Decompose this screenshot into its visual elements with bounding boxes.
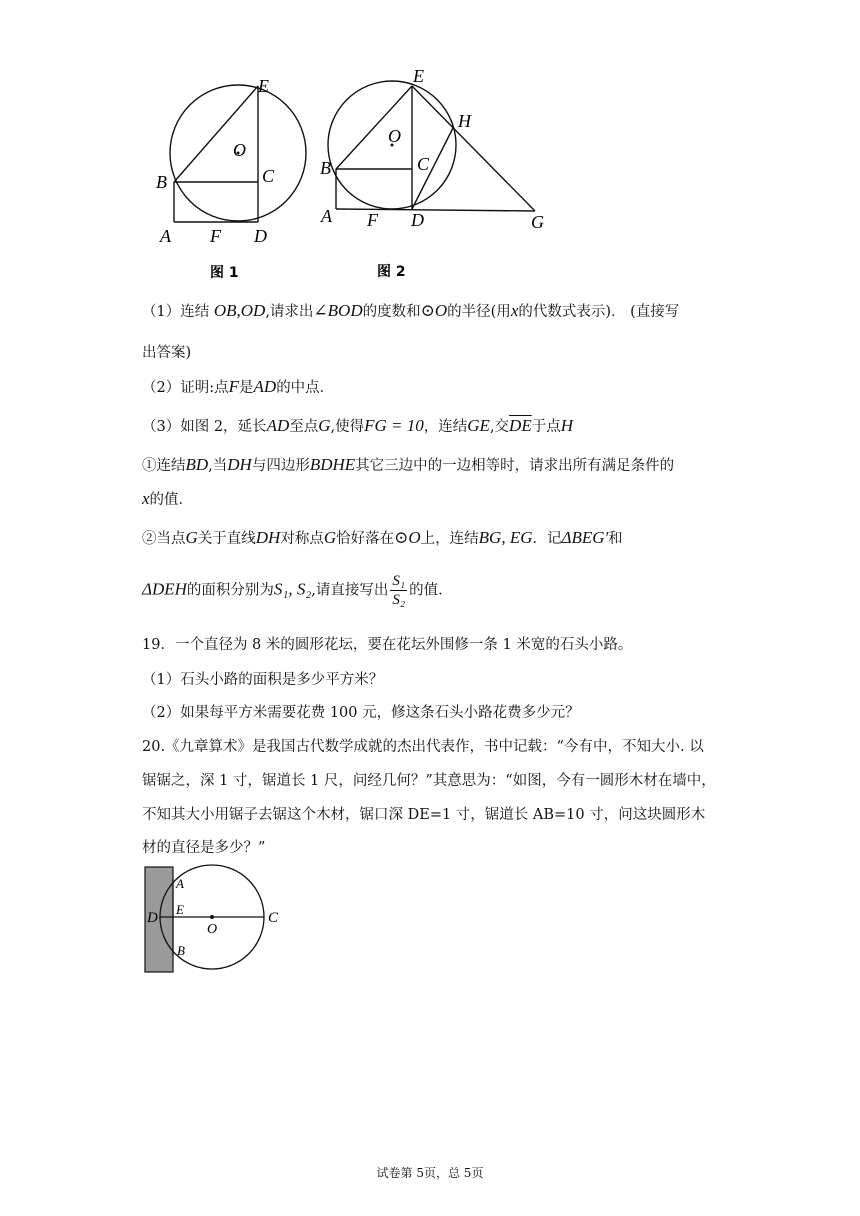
q18-part3-sub2-line1: ②当点G关于直线DH对称点G恰好落在⊙O上，连结BG, EG．记ΔBEG'和	[142, 528, 623, 547]
fraction-s1-s2: $\frac{\text{S₁}}{\text{S₂}}$	[392, 573, 406, 608]
figure-1-caption: 图 1	[210, 265, 239, 281]
label-D: D	[254, 226, 267, 246]
q19-sub1: （1）石头小路的面积是多少平方米？	[142, 672, 384, 688]
page-footer: 试卷第 5页，总 5页	[376, 1166, 484, 1180]
q18-part3-sub1-line1: ①连结BD,当DH与四边形BDHE其它三边中的一边相等时，请求出所有满足条件的	[142, 455, 675, 474]
label-F: F	[367, 210, 378, 230]
q20-line3: 不知其大小用锯子去锯这个木材，锯口深 DE=1 寸，锯道长 AB=10 寸，问这块圆形木	[142, 807, 706, 823]
label-A: A	[160, 226, 171, 246]
label-O: O	[233, 140, 246, 160]
q18-part1-line2: 出答案)	[142, 345, 192, 361]
q19-sub2: （2）如果每平方米需要花费 100 元，修这条石头小路花费多少元？	[142, 705, 580, 721]
q19-stem: 19．一个直径为 8 米的圆形花坛，要在花坛外围修一条 1 米宽的石头小路。	[142, 637, 633, 653]
figure-2-caption: 图 2	[377, 264, 406, 280]
q18-part3-sub2-line2: ΔDEH的面积分别为S₁, S₂,请直接写出 $\frac{\text{S₁}}{\text{S₂}}$ 的值．	[142, 573, 453, 608]
label-D: D	[147, 910, 158, 926]
label-O: O	[207, 922, 218, 937]
q20-line2: 锯锯之，深 1 寸，锯道长 1 尺，问经几何？”其意思为：“如图，今有一圆形木材在墙中，	[142, 773, 716, 789]
arc-DE: $\overline{DE}$	[509, 416, 532, 435]
q18-part2: （2）证明:点F是AD的中点．	[142, 377, 335, 396]
label-C: C	[262, 166, 275, 186]
label-E: E	[413, 66, 424, 86]
label-H: H	[458, 111, 471, 131]
label-E: E	[176, 902, 184, 917]
label-E: E	[258, 76, 269, 96]
label-F: F	[210, 226, 221, 246]
figure-2	[315, 62, 565, 290]
q20-line1: 20.《九章算术》是我国古代数学成就的杰出代表作，书中记载：“今有中，不知大小. 以	[142, 739, 704, 755]
figure-1	[150, 70, 330, 290]
label-B: B	[156, 172, 167, 192]
figure-3-wall-log	[140, 862, 290, 977]
label-A: A	[176, 876, 184, 891]
label-C: C	[268, 910, 279, 926]
label-B: B	[320, 158, 331, 178]
label-D: D	[411, 210, 424, 230]
label-A: A	[321, 206, 332, 226]
q20-line4: 材的直径是多少？”	[142, 840, 266, 856]
q18-part1-line1: （1）连结 OB,OD,请求出∠BOD的度数和⊙O的半径(用x的代数式表示)． (直接写	[142, 301, 680, 320]
q18-part3: （3）如图 2，延长AD至点G,使得FG = 10，连结GE,交$\overline{DE}$于点H	[142, 416, 573, 435]
label-O: O	[388, 126, 401, 146]
label-C: C	[417, 154, 430, 174]
label-B: B	[177, 943, 185, 958]
label-G: G	[531, 212, 544, 232]
q18-part3-sub1-line2: x的值．	[142, 489, 194, 508]
